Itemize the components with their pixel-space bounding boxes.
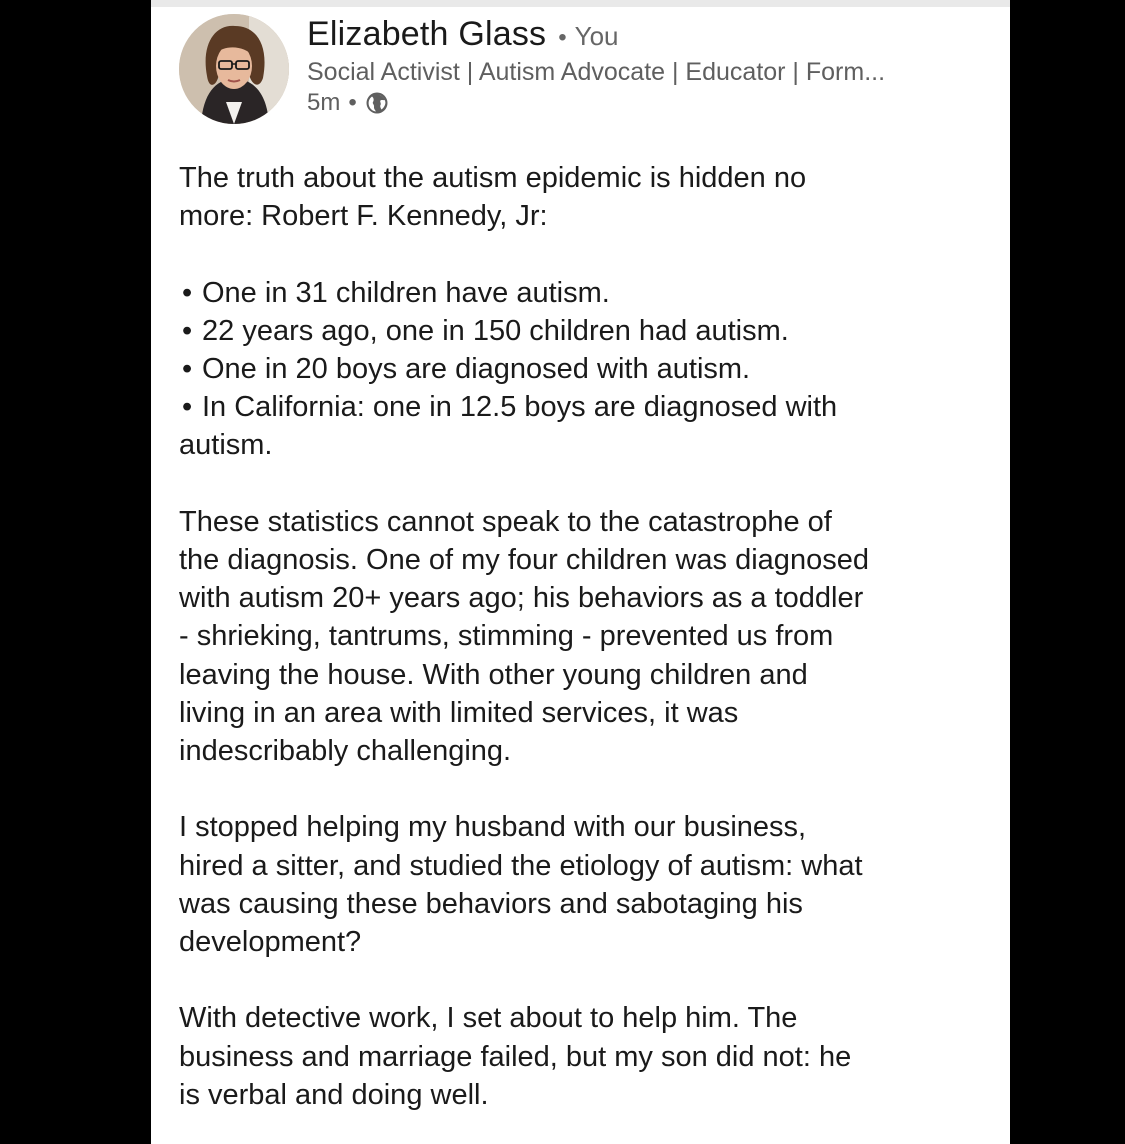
author-name[interactable]: Elizabeth Glass	[307, 15, 547, 53]
statistics-list	[179, 274, 989, 465]
post-card	[151, 0, 1010, 1144]
separator-dot: •	[558, 24, 567, 51]
list-item: • One in 31 children have autism.	[179, 274, 989, 312]
post-paragraph: I stopped helping my husband with our business, hired a sitter, and studied the etiology of autism: what was causing these behaviors and sabotaging his development?	[179, 811, 863, 959]
list-item: • In California: one in 12.5 boys are diagnosed with autism.	[179, 388, 989, 464]
post-paragraph: With detective work, I set about to help him. The business and marriage failed, but my son did not: he is verbal and doing well.	[179, 1002, 852, 1111]
avatar-photo	[179, 14, 289, 124]
relation-label: You	[574, 21, 619, 51]
avatar[interactable]	[179, 14, 289, 124]
list-item: • 22 years ago, one in 150 children had autism.	[179, 312, 989, 350]
separator-dot: •	[348, 89, 357, 116]
post-text	[179, 159, 989, 1144]
globe-icon	[365, 91, 389, 115]
author-headline: Social Activist | Autism Advocate | Educator | Form...	[307, 58, 886, 86]
post-meta	[307, 89, 990, 117]
post-header	[307, 15, 990, 117]
list-item: • One in 20 boys are diagnosed with autism.	[179, 350, 989, 388]
post-timestamp: 5m	[307, 89, 341, 116]
post-intro: The truth about the autism epidemic is hidden no more: Robert F. Kennedy, Jr:	[179, 162, 807, 233]
post-paragraph: These statistics cannot speak to the catastrophe of the diagnosis. One of my four children was diagnosed with autism 20+ years ago; his behaviors as a toddler - shrieking, tantrums, stimming - prevented us from leaving the house. With other young children and living in an area with limited services, it was indescribably challenging.	[179, 505, 869, 768]
author-line	[307, 15, 990, 54]
